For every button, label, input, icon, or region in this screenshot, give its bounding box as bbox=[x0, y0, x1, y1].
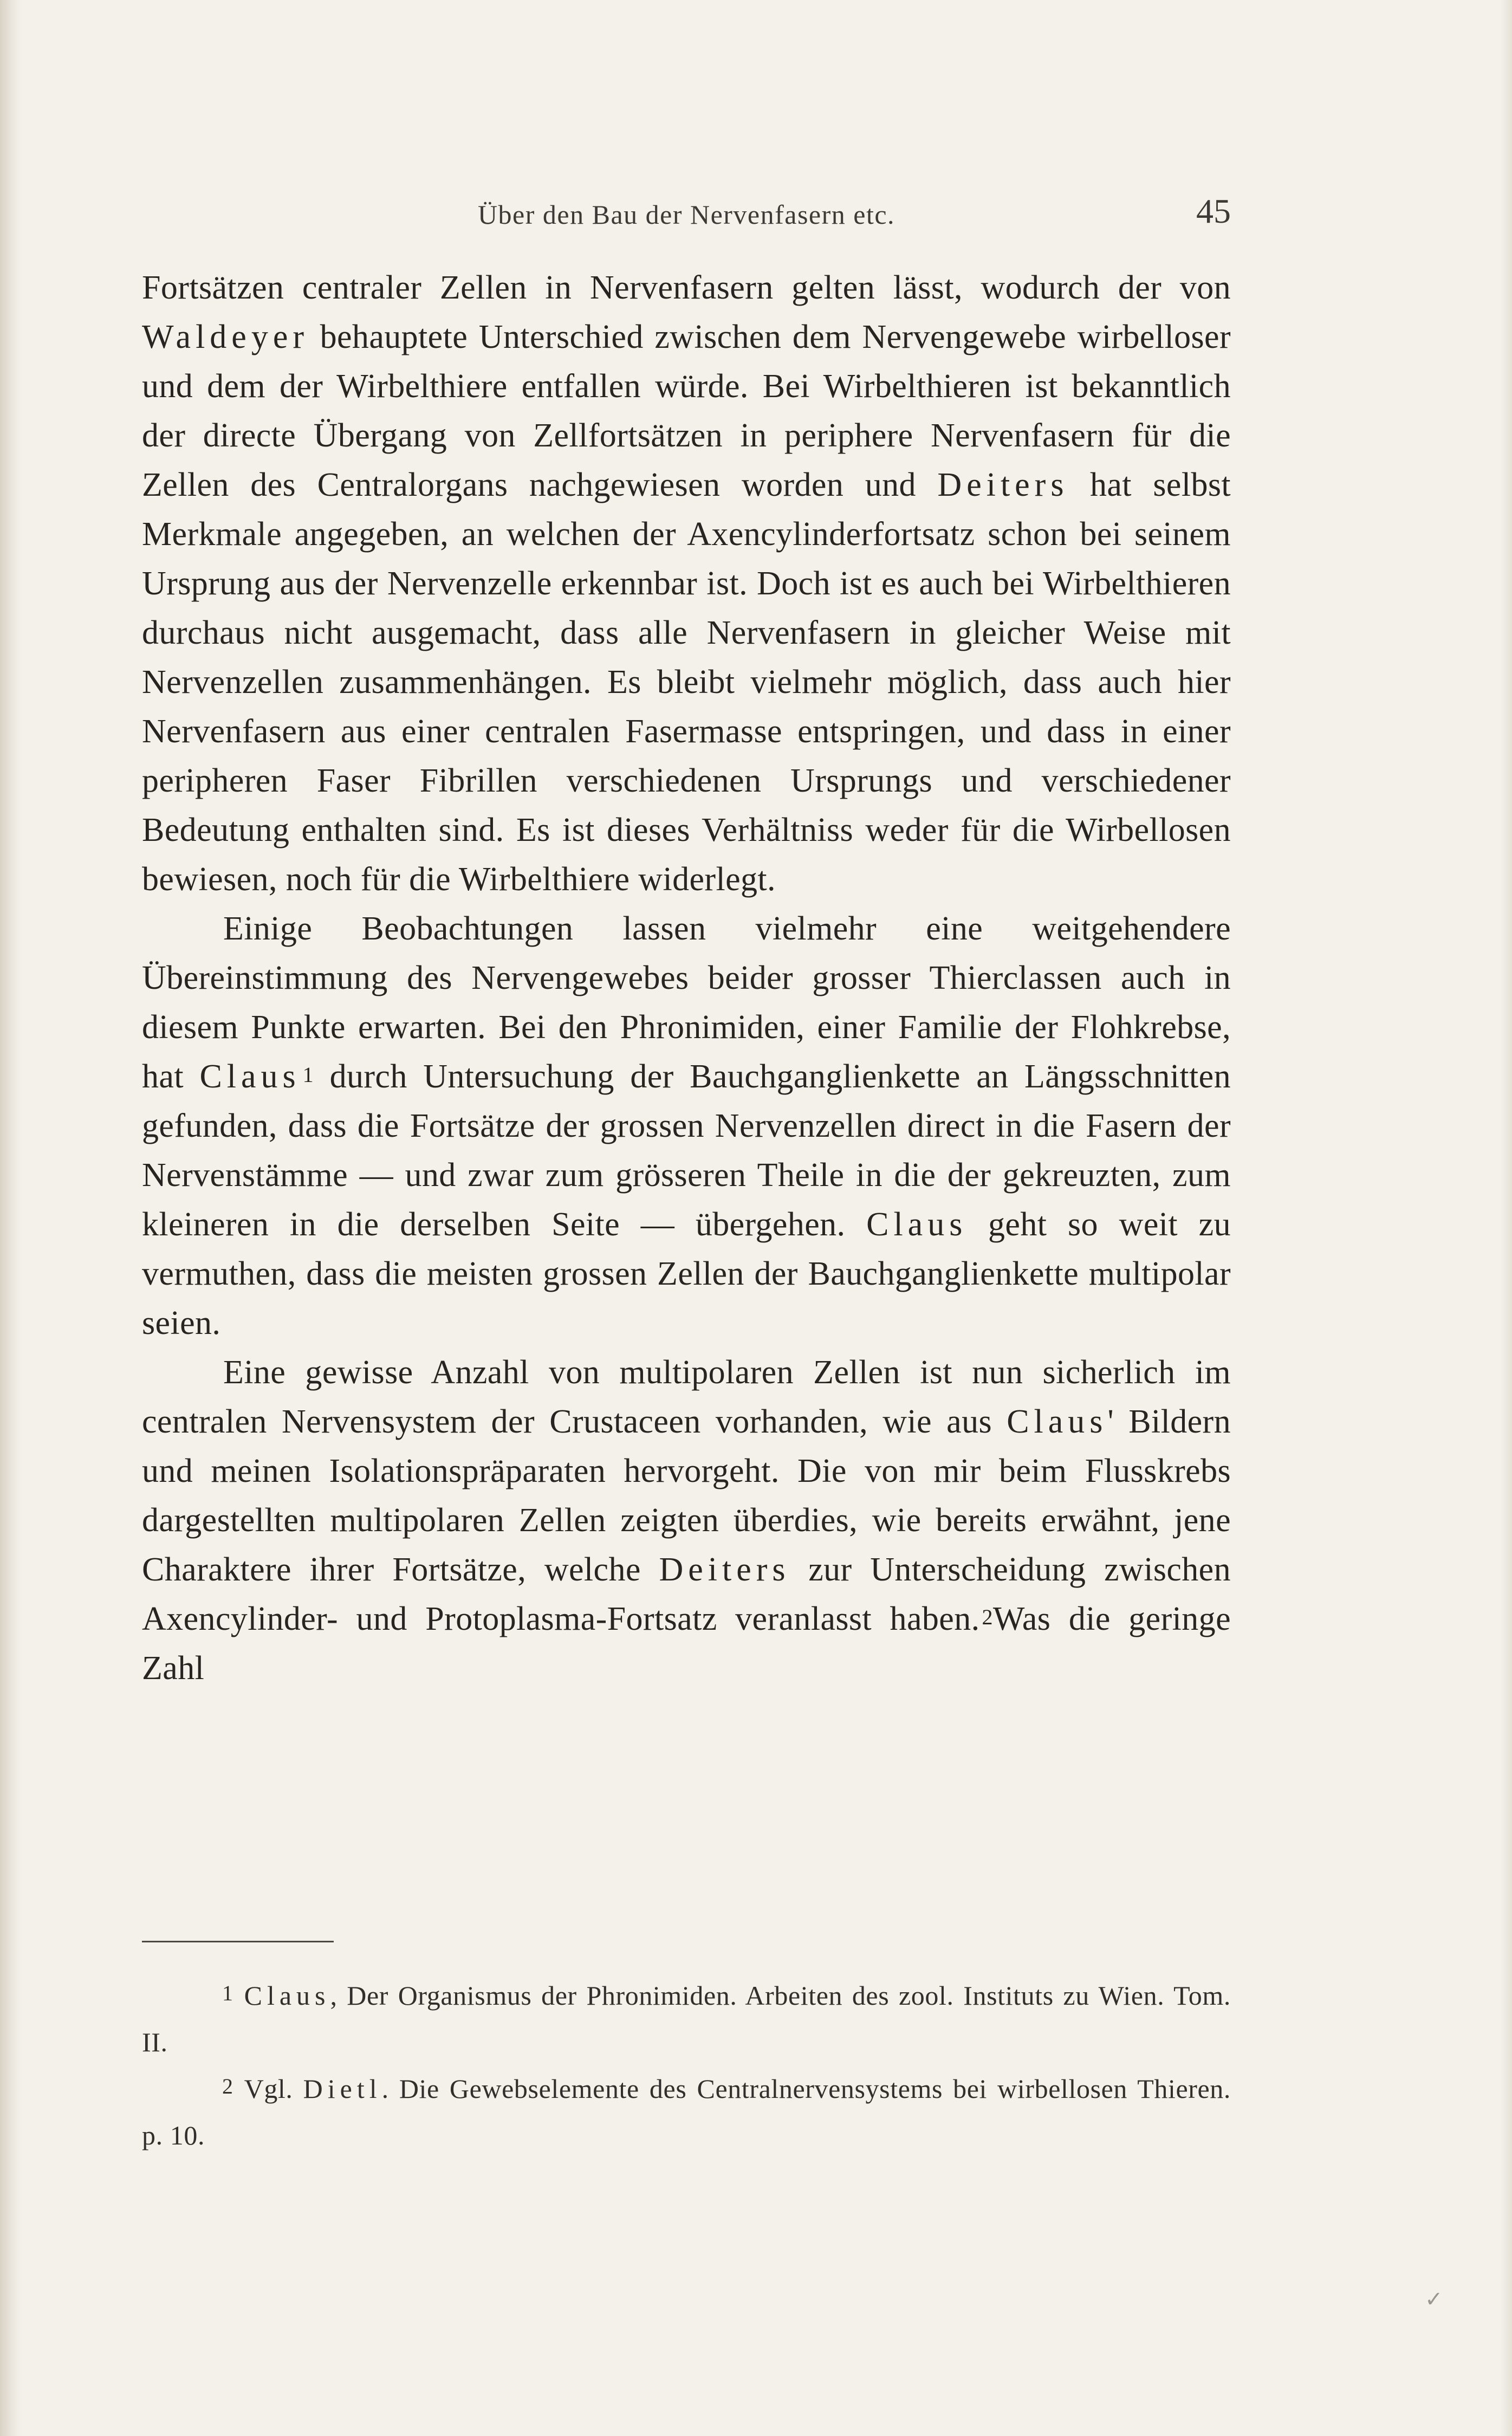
footnote-reference: 1 bbox=[302, 1062, 314, 1087]
footnotes bbox=[142, 1972, 1231, 2159]
footnote-reference: 2 bbox=[982, 1605, 993, 1629]
author-name: Deiters bbox=[937, 467, 1069, 503]
author-name: Claus bbox=[244, 1980, 330, 2011]
text-run: Vgl. bbox=[244, 2074, 303, 2104]
text-run: Fortsätzen centraler Zellen in Nervenfasern gelten lässt, wodurch der von bbox=[142, 269, 1231, 306]
footnote bbox=[142, 2065, 1231, 2159]
paragraph bbox=[142, 263, 1231, 904]
author-name: Waldeyer bbox=[142, 319, 309, 355]
footnote-separator bbox=[142, 1941, 334, 1942]
text-run: durch Untersuchung der Bauchganglienkette an Längsschnitten gefunden, dass die Fortsätze der grossen Nervenzellen direct in die Fasern der Nervenstämme — und zwar zum grösseren Theile in die der gekreuzten, zum kleineren in die derselben Seite — übergehen. bbox=[142, 1058, 1231, 1243]
margin-mark: ✓ bbox=[1425, 2287, 1443, 2311]
text-run: Was die geringe Zahl bbox=[142, 1601, 1231, 1687]
text-run: Einige Beobachtungen lassen vielmehr eine weitgehendere Übereinstimmung des Nervengewebes beider grosser Thierclassen auch in diesem Punkte erwarten. Bei den Phronimiden, einer Familie der Flohkrebse, hat bbox=[142, 910, 1231, 1095]
footnote-marker: 2 bbox=[222, 2074, 233, 2098]
text-run: . Die Gewebselemente des Centralnervensystems bei wirbellosen Thieren. p. 10. bbox=[142, 2074, 1231, 2150]
text-run: Eine gewisse Anzahl von multipolaren Zellen ist nun sicherlich im centralen Nervensystem der Crustaceen vorhanden, wie aus bbox=[142, 1354, 1231, 1440]
paragraph bbox=[142, 1348, 1231, 1693]
text-run: zur Unterscheidung zwischen Axencylinder- und Protoplasma-Fortsatz veranlasst haben. bbox=[142, 1551, 1231, 1637]
footnote-marker: 1 bbox=[222, 1981, 233, 2005]
page-header bbox=[142, 191, 1231, 240]
main-text bbox=[142, 263, 1231, 1693]
author-name: Claus bbox=[1007, 1403, 1108, 1440]
page-edge-right bbox=[1500, 0, 1512, 2436]
author-name: Dietl bbox=[303, 2074, 382, 2104]
paragraph bbox=[142, 904, 1231, 1348]
footnote bbox=[142, 1972, 1231, 2065]
text-run: hat selbst Merkmale angegeben, an welchen der Axencylinderfortsatz schon bei seinem Ursprung aus der Nervenzelle erkennbar ist. Doch ist es auch bei Wirbelthieren durchaus nicht ausgemacht, dass alle Nervenfasern in gleicher Weise mit Nervenzellen zusammenhängen. Es bleibt vielmehr möglich, dass auch hier Nervenfasern aus einer centralen Fasermasse entspringen, und dass in einer peripheren Faser Fibrillen verschiedenen Ursprungs und verschiedener Bedeutung enthalten sind. Es ist dieses Verhältniss weder für die Wirbellosen bewiesen, noch für die Wirbelthiere widerlegt. bbox=[142, 467, 1231, 898]
page-number: 45 bbox=[1196, 192, 1231, 230]
text-run: , Der Organismus der Phronimiden. Arbeiten des zool. Instituts zu Wien. Tom. II. bbox=[142, 1980, 1231, 2057]
text-run: ' Bildern und meinen Isolationspräparaten hervorgeht. Die von mir beim Flusskrebs dargestellten multipolaren Zellen zeigten überdies, wie bereits erwähnt, jene Charaktere ihrer Fortsätze, welche bbox=[142, 1403, 1231, 1588]
page-edge-shadow bbox=[0, 0, 22, 2436]
text-run: geht so weit zu vermuthen, dass die meisten grossen Zellen der Bauchganglienkette multipolar seien. bbox=[142, 1206, 1231, 1342]
author-name: Deiters bbox=[659, 1551, 790, 1588]
author-name: Claus bbox=[199, 1058, 301, 1095]
text-run: behauptete Unterschied zwischen dem Nervengewebe wirbelloser und dem der Wirbelthiere entfallen würde. Bei Wirbelthieren ist bekanntlich der directe Übergang von Zellfortsätzen in periphere Nervenfasern für die Zellen des Centralorgans nachgewiesen worden und bbox=[142, 319, 1231, 503]
running-head: Über den Bau der Nervenfasern etc. bbox=[477, 199, 895, 230]
author-name: Claus bbox=[866, 1206, 968, 1243]
